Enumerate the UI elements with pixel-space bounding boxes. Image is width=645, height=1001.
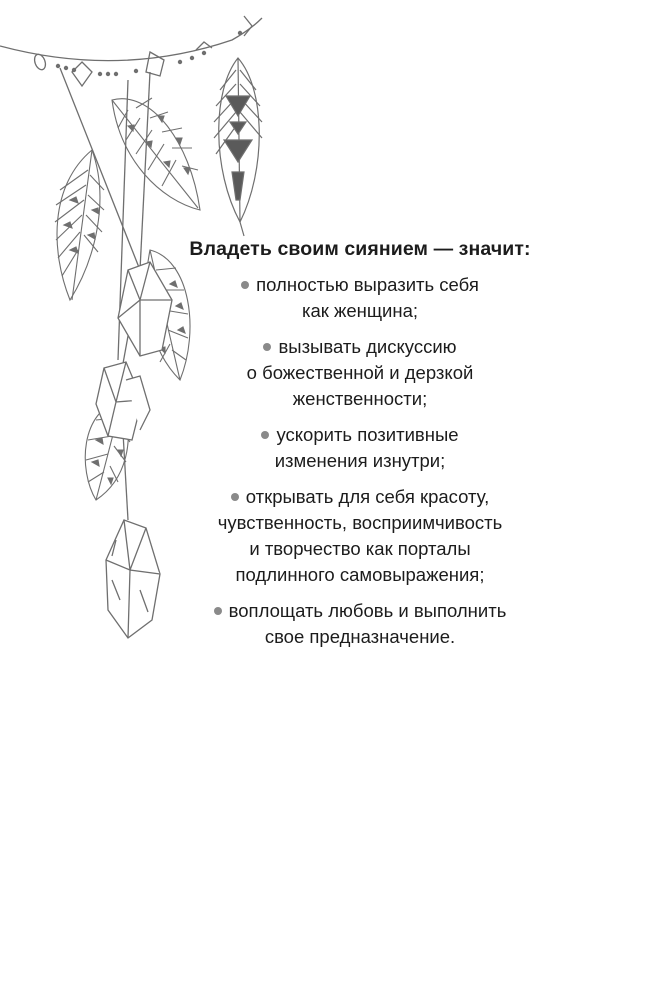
list-item-line: и творчество как порталы <box>249 538 471 559</box>
list-item <box>150 272 570 324</box>
list-item <box>150 598 570 650</box>
list-item-line: свое предназначение. <box>264 626 456 647</box>
heading: Владеть своим сиянием — значит: <box>189 238 531 260</box>
list-item-line: изменения изнутри; <box>274 450 446 471</box>
bullet-icon <box>263 343 271 351</box>
list-item-line: подлинного самовыражения; <box>235 564 485 585</box>
list-item-line: вызывать дискуссию <box>278 336 457 357</box>
crystal-middle <box>96 362 150 440</box>
bullet-icon <box>261 431 269 439</box>
bullet-icon <box>241 281 249 289</box>
list-item <box>150 334 570 412</box>
bullet-icon <box>214 607 222 615</box>
list-item-line: открывать для себя красоту, <box>245 486 490 507</box>
list-item-line: ускорить позитивные <box>276 424 459 445</box>
list-item-line: как женщина; <box>301 300 419 321</box>
feather-right <box>214 58 262 236</box>
list-item-line: полностью выразить себя <box>256 274 479 295</box>
list-item-line: чувственность, восприимчивость <box>217 512 503 533</box>
list-item <box>150 422 570 474</box>
list-item-line: женственности; <box>292 388 428 409</box>
feather-left <box>55 150 104 300</box>
garland-charms <box>33 16 252 86</box>
list-item-line: о божественной и дерзкой <box>246 362 474 383</box>
text-block <box>150 236 570 660</box>
list-item <box>150 484 570 588</box>
list-item-line: воплощать любовь и выполнить <box>228 600 507 621</box>
bullet-icon <box>231 493 239 501</box>
garland-beads <box>56 31 242 76</box>
